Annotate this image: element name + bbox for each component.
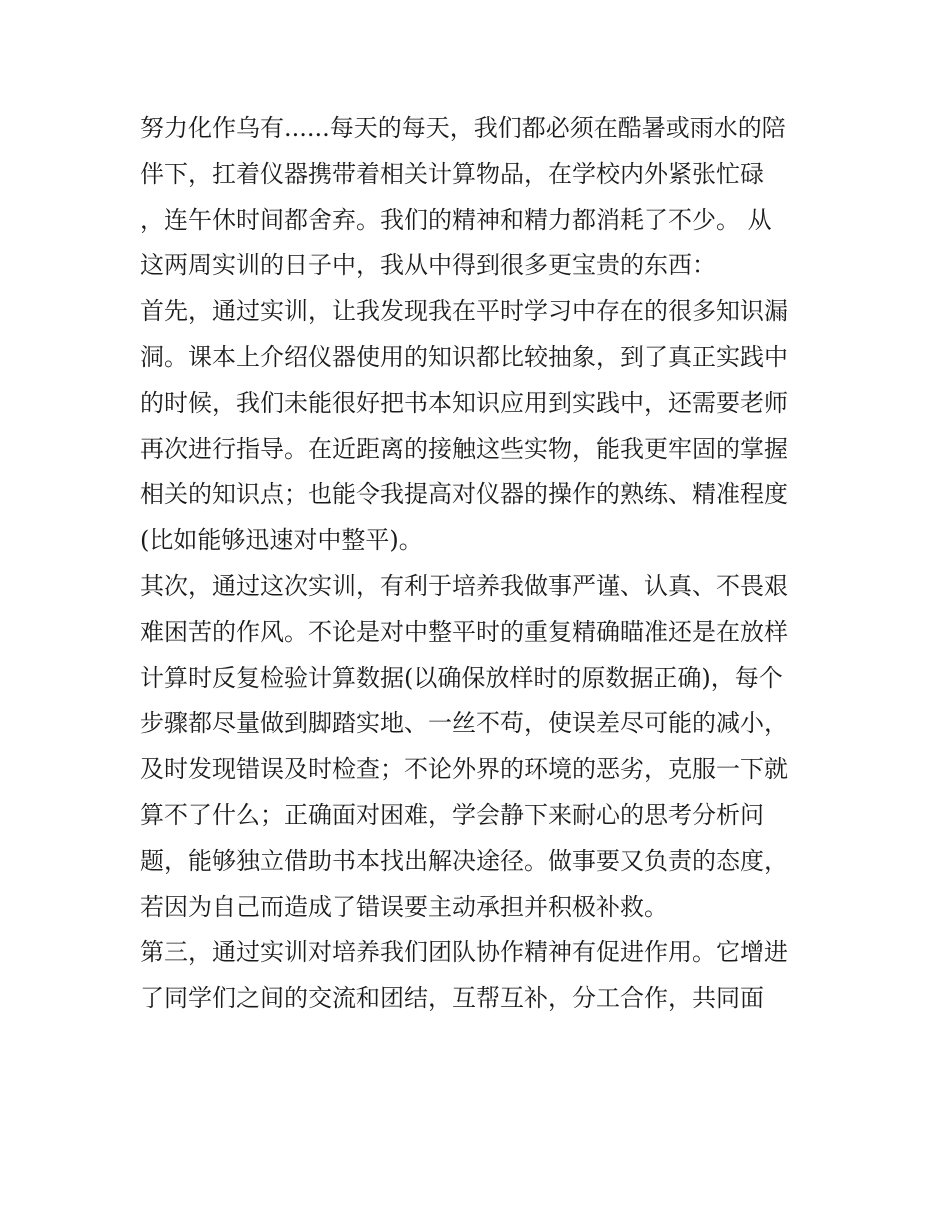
text-line: 洞。课本上介绍仪器使用的知识都比较抽象，到了真正实践中 <box>140 342 788 371</box>
text-line: 再次进行指导。在近距离的接触这些实物，能我更牢固的掌握 <box>140 434 788 463</box>
text-line: 的时候，我们未能很好把书本知识应用到实践中，还需要老师 <box>140 388 788 417</box>
text-line: 计算时反复检验计算数据(以确保放样时的原数据正确)，每个 <box>140 663 783 692</box>
text-line: 努力化作乌有......每天的每天，我们都必须在酷暑或雨水的陪 <box>140 114 786 142</box>
text-line: 相关的知识点；也能令我提高对仪器的操作的熟练、精准程度 <box>140 480 788 509</box>
text-line: 这两周实训的日子中，我从中得到很多更宝贵的东西： <box>140 251 716 280</box>
text-line: 难困苦的作风。不论是对中整平时的重复精确瞄准还是在放样 <box>140 617 788 646</box>
text-line: 步骤都尽量做到脚踏实地、一丝不苟，使误差尽可能的减小， <box>140 709 788 738</box>
text-line: 其次，通过这次实训，有利于培养我做事严谨、认真、不畏艰 <box>140 571 788 600</box>
text-line: 了同学们之间的交流和团结，互帮互补，分工合作，共同面 <box>140 984 764 1013</box>
text-line: (比如能够迅速对中整平)。 <box>140 526 423 555</box>
text-line: 第三，通过实训对培养我们团队协作精神有促进作用。它增进 <box>140 938 788 967</box>
text-line: 及时发现错误及时检查；不论外界的环境的恶劣，克服一下就 <box>140 755 788 784</box>
text-line: 伴下，扛着仪器携带着相关计算物品，在学校内外紧张忙碌 <box>140 159 764 188</box>
body-text <box>140 106 820 1022</box>
text-line: ，连午休时间都舍弃。我们的精神和精力都消耗了不少。 从 <box>140 205 772 234</box>
text-line: 首先，通过实训，让我发现我在平时学习中存在的很多知识漏 <box>140 297 788 326</box>
text-line: 若因为自己而造成了错误要主动承担并积极补救。 <box>140 892 668 921</box>
text-line: 算不了什么；正确面对困难，学会静下来耐心的思考分析问 <box>140 800 764 829</box>
text-line: 题，能够独立借助书本找出解决途径。做事要又负责的态度， <box>140 846 788 875</box>
